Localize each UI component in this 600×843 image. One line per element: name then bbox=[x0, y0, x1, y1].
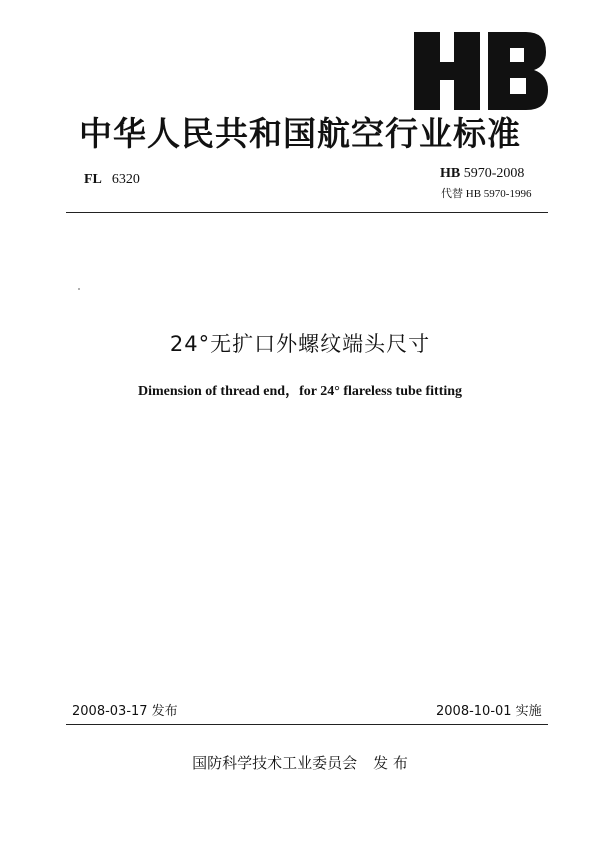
issue-date: 2008-03-17 发布 bbox=[72, 704, 178, 719]
standard-code: 5970-2008 bbox=[463, 166, 525, 181]
classification-number bbox=[84, 172, 140, 188]
top-divider bbox=[66, 212, 548, 213]
publisher-line bbox=[0, 752, 600, 773]
replaces-note: 代替 HB 5970-1996 bbox=[441, 188, 532, 200]
publisher-action: 发 布 bbox=[373, 754, 408, 772]
hb-logo bbox=[410, 22, 550, 117]
publisher-name: 国防科学技术工业委员会 bbox=[192, 754, 358, 772]
standard-number bbox=[440, 166, 524, 182]
document-title-en: Dimension of thread end，for 24° flareless tube fitting bbox=[137, 384, 463, 399]
standard-title: 中华人民共和国航空行业标准 bbox=[79, 114, 521, 153]
scan-speck bbox=[78, 288, 80, 290]
document-title-cn: 24°无扩口外螺纹端头尺寸 bbox=[169, 332, 431, 356]
classification-prefix: FL bbox=[84, 172, 102, 187]
implementation-date: 2008-10-01 实施 bbox=[436, 704, 542, 719]
classification-code: 6320 bbox=[111, 172, 140, 187]
bottom-divider bbox=[66, 724, 548, 725]
standard-code-prefix: HB bbox=[440, 166, 461, 181]
